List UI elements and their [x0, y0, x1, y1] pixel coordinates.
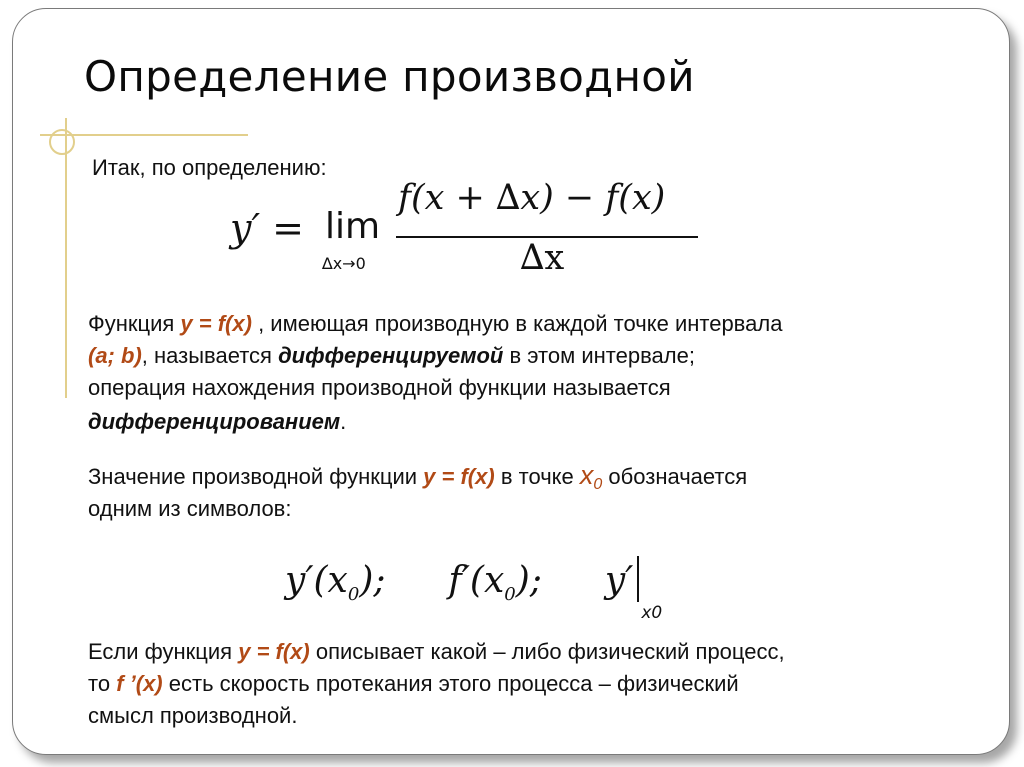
notation-y-prime-evaluated: $y'_{x0}$	[605, 560, 662, 601]
para2-line2: одним из символов:	[88, 496, 292, 521]
x0-symbol: $x_0$	[579, 460, 603, 493]
formula-lim: lim	[325, 206, 381, 247]
derivative-notation-formula	[285, 556, 663, 623]
para1-line1: Функция y = f(x) , имеющая производную в каждой точке интервала	[88, 311, 783, 336]
slide-title: Определение производной	[84, 52, 695, 101]
formula-lim-subscript: ∆x→0	[322, 254, 366, 273]
para1-line2: (a; b), называется дифференцируемой в этом интервале;	[88, 343, 695, 368]
para3-line1: Если функция y = f(x) описывает какой – либо физический процесс,	[88, 639, 785, 664]
para3-line3: смысл производной.	[88, 703, 298, 728]
formula-numerator: f(x + ∆x) − f(x)	[398, 178, 666, 218]
para1-line3: операция нахождения производной функции называется	[88, 375, 671, 400]
para3-line2: то f ’(x) есть скорость протекания этого процесса – физический	[88, 671, 739, 696]
derivative-definition-formula	[230, 178, 710, 286]
formula-denominator: ∆x	[520, 238, 565, 278]
para2-line1: Значение производной функции y = f(x) в точке $x_0$ обозначается	[88, 460, 748, 493]
notation-y-prime: $y'(x_0)$;	[285, 560, 386, 605]
para1-line4: дифференцированием.	[88, 409, 347, 434]
intro-text: Итак, по определению:	[92, 155, 327, 180]
notation-f-prime: $f'(x_0)$;	[448, 560, 542, 605]
formula-lhs: y′ =	[230, 206, 305, 250]
